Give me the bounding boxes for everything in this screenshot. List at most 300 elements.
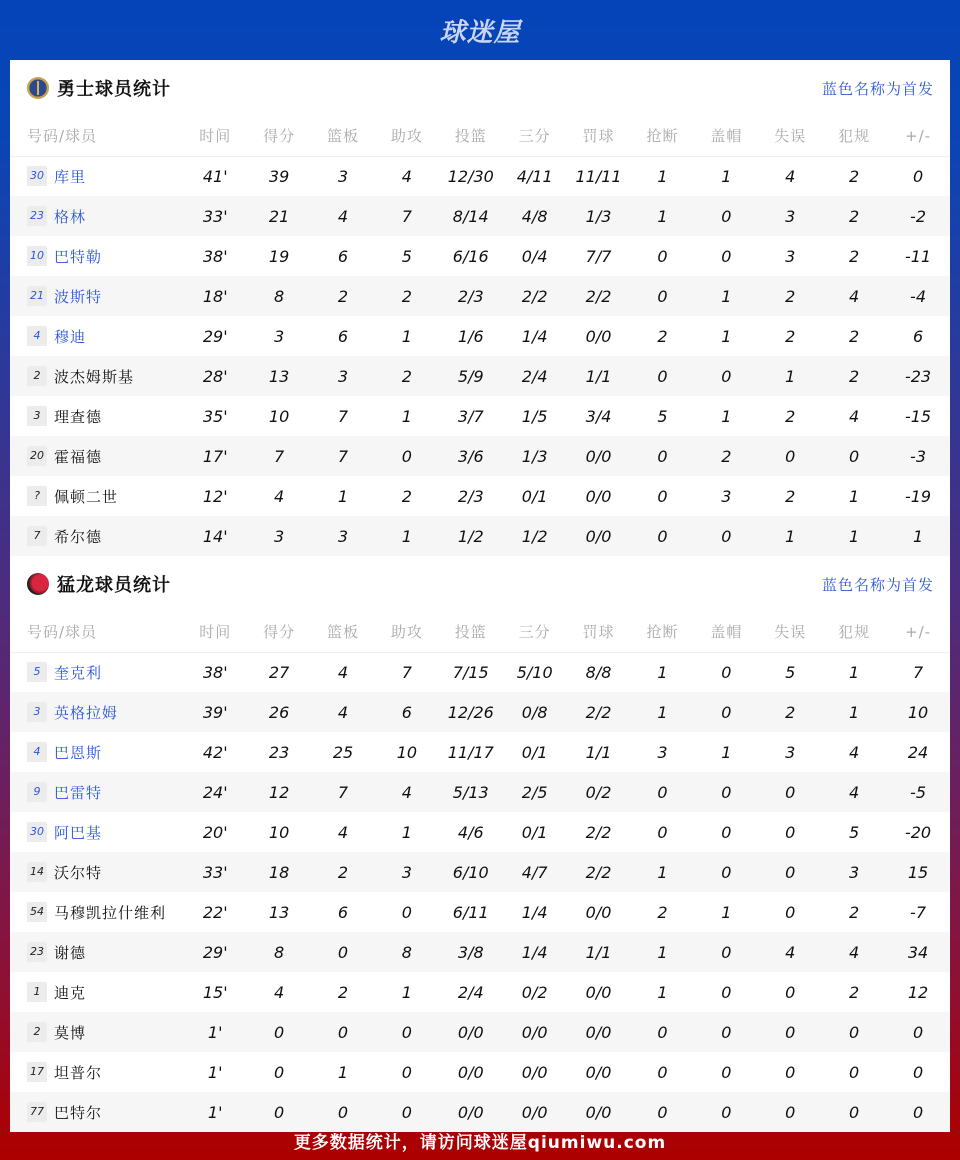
stat-cell: 5 [401, 246, 412, 266]
table-row[interactable] [10, 852, 950, 892]
column-header[interactable]: 失误 [758, 116, 822, 156]
stat-cell: 0 [375, 1092, 439, 1132]
stat-cell: 1 [822, 692, 886, 732]
stat-cell: 24 [907, 742, 929, 762]
stat-cell: -2 [886, 196, 950, 236]
stat-cell: 6 [337, 326, 349, 346]
stat-cell: 4/11 [516, 166, 553, 186]
stat-cell: 0 [694, 196, 758, 236]
table-row[interactable] [10, 972, 950, 1012]
stat-cell: 0 [758, 1012, 822, 1052]
player-name[interactable]: 佩顿二世 [54, 487, 119, 506]
stat-cell: 0 [694, 356, 758, 396]
stats-card [10, 60, 950, 1120]
stat-cell: 4 [822, 276, 886, 316]
stat-cell: 3 [785, 246, 796, 266]
stat-cell: 1/6 [457, 326, 484, 346]
stat-cell: 5 [785, 662, 796, 682]
stat-cell: 12' [202, 486, 228, 506]
stat-cell: 0/8 [503, 692, 567, 732]
stat-cell: 0/0 [585, 486, 612, 506]
player-name[interactable]: 穆迪 [54, 327, 87, 346]
stat-cell: 1/1 [567, 932, 631, 972]
stat-cell: 0 [631, 356, 695, 396]
stat-cell: 0 [758, 1092, 822, 1132]
stat-cell: 4 [822, 772, 886, 812]
stat-cell: 3 [785, 742, 796, 762]
column-header[interactable]: 抢断 [631, 116, 695, 156]
player-cell[interactable] [10, 812, 183, 852]
table-row[interactable] [10, 732, 950, 772]
stat-cell: 4 [337, 662, 349, 682]
stat-cell: 18' [183, 276, 247, 316]
jersey-number-badge: 30 [27, 822, 47, 842]
stat-cell: 6/11 [452, 902, 489, 922]
player-cell[interactable] [10, 476, 183, 516]
player-name[interactable]: 巴恩斯 [54, 743, 103, 762]
player-name[interactable]: 莫博 [54, 1023, 87, 1042]
stat-cell: 0/2 [567, 772, 631, 812]
stat-cell: 2 [694, 436, 758, 476]
player-stats-table [10, 612, 950, 1132]
stat-cell: 1 [657, 662, 668, 682]
player-name[interactable]: 希尔德 [54, 527, 103, 546]
player-name[interactable]: 谢德 [54, 943, 87, 962]
stat-cell: 2 [401, 486, 412, 506]
stat-cell: 0 [694, 1012, 758, 1052]
player-cell[interactable] [10, 1012, 183, 1052]
column-header[interactable]: 失误 [758, 612, 822, 652]
player-name[interactable]: 英格拉姆 [54, 703, 119, 722]
jersey-number-badge: 5 [27, 662, 47, 682]
stat-cell: 2 [758, 276, 822, 316]
jersey-number-badge: 2 [27, 366, 47, 386]
jersey-number-badge: 7 [27, 526, 47, 546]
stat-cell: 4 [758, 932, 822, 972]
table-row[interactable] [10, 396, 950, 436]
stat-cell: 27 [268, 662, 290, 682]
stat-cell: 0 [247, 1092, 311, 1132]
stat-cell: 1 [631, 932, 695, 972]
stat-cell: 1/2 [503, 516, 567, 556]
column-header[interactable]: 时间 [183, 116, 247, 156]
stat-cell: 1 [694, 276, 758, 316]
stat-cell: 8 [375, 932, 439, 972]
stat-cell: 0/0 [457, 1062, 484, 1082]
stat-cell: 25 [332, 742, 354, 762]
stat-cell: 1 [758, 516, 822, 556]
column-header[interactable]: 时间 [183, 612, 247, 652]
stat-cell: 0 [401, 902, 412, 922]
stat-cell: 2 [657, 326, 668, 346]
stat-cell: 7 [311, 436, 375, 476]
stat-cell: 12 [247, 772, 311, 812]
player-name[interactable]: 奎克利 [54, 663, 103, 682]
stat-cell: 39' [183, 692, 247, 732]
stat-cell: 4 [274, 982, 285, 1002]
team-section-0 [10, 60, 950, 556]
stat-cell: 3 [758, 196, 822, 236]
site-logo[interactable]: 球迷屋 [439, 17, 521, 48]
player-cell[interactable] [10, 892, 183, 932]
stat-cell: 8 [247, 932, 311, 972]
stat-cell: 5/9 [439, 356, 503, 396]
column-header[interactable]: 得分 [247, 612, 311, 652]
column-header[interactable]: 三分 [503, 612, 567, 652]
stat-cell: 1' [183, 1012, 247, 1052]
stat-cell: 2 [785, 486, 796, 506]
player-cell[interactable] [10, 932, 183, 972]
stat-cell: 0 [721, 246, 732, 266]
stat-cell: 4 [274, 486, 285, 506]
column-header[interactable]: 犯规 [822, 116, 886, 156]
player-name[interactable]: 坦普尔 [54, 1063, 103, 1082]
stat-cell: 8/14 [439, 196, 503, 236]
stat-cell: 1 [631, 692, 695, 732]
stat-cell: 8 [247, 276, 311, 316]
stat-cell: 3 [311, 516, 375, 556]
player-cell[interactable] [10, 396, 183, 436]
player-name[interactable]: 阿巴基 [54, 823, 103, 842]
stat-cell: 0/0 [567, 516, 631, 556]
stat-cell: 0 [785, 1062, 796, 1082]
table-row[interactable] [10, 316, 950, 356]
stat-cell: 0 [694, 692, 758, 732]
stat-cell: 1/4 [503, 932, 567, 972]
stat-cell: 12/26 [439, 692, 503, 732]
player-name[interactable]: 沃尔特 [54, 863, 103, 882]
stat-cell: 7 [311, 772, 375, 812]
stat-cell: 0/0 [503, 1092, 567, 1132]
starter-legend-note: 蓝色名称为首发 [821, 575, 934, 594]
stat-cell: 1 [721, 326, 732, 346]
stat-cell: 4/6 [457, 822, 484, 842]
player-cell[interactable] [10, 196, 183, 236]
stat-cell: 0 [758, 772, 822, 812]
table-header-row [10, 116, 950, 156]
stat-cell: 2/2 [503, 276, 567, 316]
stat-cell: 3 [311, 356, 375, 396]
player-name[interactable]: 理查德 [54, 407, 103, 426]
stat-cell: 1 [375, 516, 439, 556]
stat-cell: 0/0 [503, 1012, 567, 1052]
stat-cell: 1 [849, 662, 860, 682]
stat-cell: 0/1 [521, 486, 548, 506]
stat-cell: 38' [202, 246, 228, 266]
stat-cell: 0 [785, 902, 796, 922]
team-header [10, 60, 950, 116]
stat-cell: 3 [337, 166, 349, 186]
column-header[interactable]: 罚球 [567, 116, 631, 156]
player-cell[interactable] [10, 692, 183, 732]
stat-cell: 2/2 [567, 852, 631, 892]
stat-cell: 1 [721, 742, 732, 762]
player-cell[interactable] [10, 1052, 183, 1092]
stat-cell: 3/4 [585, 406, 612, 426]
stat-cell: 3/7 [457, 406, 484, 426]
stat-cell: 2/4 [503, 356, 567, 396]
stat-cell: 0 [694, 772, 758, 812]
footer-text: 更多数据统计，请访问球迷屋qiumiwu.com [293, 1132, 667, 1153]
player-cell[interactable] [10, 972, 183, 1012]
stat-cell: 17' [183, 436, 247, 476]
stat-cell: 0 [631, 1012, 695, 1052]
stat-cell: 2/3 [457, 486, 484, 506]
column-header[interactable]: 篮板 [311, 116, 375, 156]
stat-cell: 2 [849, 246, 860, 266]
site-header [0, 0, 960, 60]
player-name[interactable]: 巴特勒 [54, 247, 103, 266]
stat-cell: 11/17 [447, 742, 494, 762]
stat-cell: 7/15 [452, 662, 489, 682]
stat-cell: 3 [274, 326, 285, 346]
stat-cell: 1/3 [503, 436, 567, 476]
table-row[interactable] [10, 476, 950, 516]
stat-cell: 1 [337, 486, 349, 506]
stat-cell: 0 [631, 276, 695, 316]
stat-cell: -4 [886, 276, 950, 316]
table-row[interactable] [10, 932, 950, 972]
stat-cell: 0/0 [521, 1062, 548, 1082]
stat-cell: 0 [822, 1092, 886, 1132]
table-row[interactable] [10, 196, 950, 236]
table-row[interactable] [10, 516, 950, 556]
stat-cell: 0/0 [567, 1092, 631, 1132]
stat-cell: 0 [822, 436, 886, 476]
jersey-number-badge: 20 [27, 446, 47, 466]
stat-cell: 6/16 [452, 246, 489, 266]
team-title: 勇士球员统计 [57, 79, 171, 100]
table-row[interactable] [10, 692, 950, 732]
column-header[interactable]: 投篮 [439, 612, 503, 652]
jersey-number-badge: 21 [27, 286, 47, 306]
player-cell[interactable] [10, 156, 183, 196]
table-row[interactable] [10, 812, 950, 852]
jersey-number-badge: 3 [27, 702, 47, 722]
stat-cell: 1' [207, 1062, 223, 1082]
team-title: 猛龙球员统计 [57, 575, 171, 596]
player-name[interactable]: 巴雷特 [54, 783, 103, 802]
stat-cell: -15 [904, 406, 932, 426]
stat-cell: 42' [202, 742, 228, 762]
column-header[interactable]: 盖帽 [694, 116, 758, 156]
player-name[interactable]: 巴特尔 [54, 1103, 103, 1122]
column-header[interactable]: 罚球 [567, 612, 631, 652]
stat-cell: 3/8 [439, 932, 503, 972]
stat-cell: 6 [337, 246, 349, 266]
player-name[interactable]: 迪克 [54, 983, 87, 1002]
stat-cell: 0 [375, 1012, 439, 1052]
stat-cell: 2/2 [567, 276, 631, 316]
jersey-number-badge: 2 [27, 1022, 47, 1042]
stat-cell: 29' [202, 326, 228, 346]
player-cell[interactable] [10, 772, 183, 812]
stat-cell: 6 [337, 902, 349, 922]
stat-cell: 6 [912, 326, 924, 346]
stat-cell: 33' [183, 852, 247, 892]
table-row[interactable] [10, 1012, 950, 1052]
stat-cell: 1 [849, 486, 860, 506]
stat-cell: 0 [886, 1092, 950, 1132]
footer-banner[interactable] [0, 1120, 960, 1160]
column-header[interactable]: +/- [886, 612, 950, 652]
player-cell[interactable] [10, 276, 183, 316]
table-row[interactable] [10, 772, 950, 812]
player-cell[interactable] [10, 852, 183, 892]
table-row[interactable] [10, 276, 950, 316]
stat-cell: 2/5 [503, 772, 567, 812]
stat-cell: 2 [375, 276, 439, 316]
jersey-number-badge: 4 [27, 742, 47, 762]
column-header[interactable]: 抢断 [631, 612, 695, 652]
stat-cell: 4 [375, 772, 439, 812]
stat-cell: 12 [907, 982, 929, 1002]
team-section-1 [10, 556, 950, 1132]
stat-cell: 0/0 [585, 902, 612, 922]
stat-cell: 0 [657, 246, 668, 266]
stat-cell: 41' [202, 166, 228, 186]
player-name[interactable]: 波斯特 [54, 287, 103, 306]
stat-cell: 24' [183, 772, 247, 812]
stat-cell: 22' [202, 902, 228, 922]
stat-cell: 13 [268, 902, 290, 922]
jersey-number-badge: 54 [27, 902, 47, 922]
jersey-number-badge: ? [27, 486, 47, 506]
table-row[interactable] [10, 436, 950, 476]
stat-cell: 0 [401, 1062, 412, 1082]
stat-cell: 1' [183, 1092, 247, 1132]
stat-cell: 0/0 [439, 1092, 503, 1132]
stat-cell: 0 [311, 1012, 375, 1052]
stat-cell: 0 [849, 1062, 860, 1082]
jersey-number-badge: 30 [27, 166, 47, 186]
stat-cell: 7 [912, 662, 924, 682]
column-header[interactable]: 号码/球员 [10, 612, 183, 652]
stat-cell: -23 [886, 356, 950, 396]
starter-legend-note: 蓝色名称为首发 [821, 79, 934, 98]
stat-cell: 2 [311, 276, 375, 316]
warriors-logo-icon [27, 77, 49, 99]
stat-cell: 1 [401, 822, 412, 842]
player-cell[interactable] [10, 732, 183, 772]
stat-cell: 1/1 [585, 742, 612, 762]
column-header[interactable]: 犯规 [822, 612, 886, 652]
player-cell[interactable] [10, 236, 183, 276]
stat-cell: -20 [904, 822, 932, 842]
table-row[interactable] [10, 892, 950, 932]
stat-cell: 34 [886, 932, 950, 972]
player-name[interactable]: 霍福德 [54, 447, 103, 466]
stat-cell: 2 [822, 356, 886, 396]
stat-cell: 7 [375, 196, 439, 236]
stat-cell: 10 [396, 742, 418, 762]
stat-cell: 0/0 [585, 982, 612, 1002]
stat-cell: 12/30 [447, 166, 494, 186]
stat-cell: 0 [758, 852, 822, 892]
stat-cell: 0 [694, 852, 758, 892]
stat-cell: 7 [337, 406, 349, 426]
stat-cell: -3 [886, 436, 950, 476]
stat-cell: 0 [694, 1092, 758, 1132]
stat-cell: 2/4 [457, 982, 484, 1002]
stat-cell: 2/2 [567, 692, 631, 732]
stat-cell: 28' [183, 356, 247, 396]
stat-cell: 0/1 [521, 742, 548, 762]
stat-cell: 0 [375, 436, 439, 476]
table-row[interactable] [10, 156, 950, 196]
column-header[interactable]: +/- [886, 116, 950, 156]
stat-cell: -5 [886, 772, 950, 812]
player-cell[interactable] [10, 516, 183, 556]
player-cell[interactable] [10, 356, 183, 396]
column-header[interactable]: 投篮 [439, 116, 503, 156]
column-header[interactable]: 助攻 [375, 612, 439, 652]
jersey-number-badge: 10 [27, 246, 47, 266]
stat-cell: 1 [721, 902, 732, 922]
player-name[interactable]: 库里 [54, 167, 87, 186]
team-title-group [27, 571, 171, 597]
stat-cell: 15 [886, 852, 950, 892]
stat-cell: 2 [822, 196, 886, 236]
table-row[interactable] [10, 236, 950, 276]
stat-cell: 0 [758, 436, 822, 476]
stat-cell: 2 [849, 166, 860, 186]
player-name[interactable]: 波杰姆斯基 [54, 367, 135, 386]
stat-cell: 4 [849, 406, 860, 426]
column-header[interactable]: 盖帽 [694, 612, 758, 652]
player-name[interactable]: 格林 [54, 207, 87, 226]
table-row[interactable] [10, 1052, 950, 1092]
jersey-number-badge: 23 [27, 942, 47, 962]
player-cell[interactable] [10, 436, 183, 476]
stat-cell: 35' [202, 406, 228, 426]
stat-cell: 0 [247, 1012, 311, 1052]
stat-cell: 1 [758, 356, 822, 396]
stat-cell: 4 [849, 742, 860, 762]
stat-cell: 5 [657, 406, 668, 426]
column-header[interactable]: 三分 [503, 116, 567, 156]
stat-cell: 21 [247, 196, 311, 236]
stat-cell: 0 [694, 932, 758, 972]
stat-cell: -7 [910, 902, 926, 922]
stat-cell: 3 [822, 852, 886, 892]
stat-cell: 0 [912, 166, 924, 186]
stat-cell: 18 [247, 852, 311, 892]
table-row[interactable] [10, 652, 950, 692]
column-header[interactable]: 助攻 [375, 116, 439, 156]
jersey-number-badge: 23 [27, 206, 47, 226]
table-row[interactable] [10, 356, 950, 396]
column-header[interactable]: 号码/球员 [10, 116, 183, 156]
stat-cell: 3/6 [439, 436, 503, 476]
stat-cell: 1 [337, 1062, 349, 1082]
stat-cell: 0/4 [521, 246, 548, 266]
player-stats-table [10, 116, 950, 556]
stat-cell: 1/3 [567, 196, 631, 236]
column-header[interactable]: 得分 [247, 116, 311, 156]
player-name[interactable]: 马穆凯拉什维利 [54, 903, 167, 922]
jersey-number-badge: 1 [27, 982, 47, 1002]
column-header[interactable]: 篮板 [311, 612, 375, 652]
stat-cell: 1/4 [521, 326, 548, 346]
stat-cell: 0 [886, 1012, 950, 1052]
stat-cell: 0 [785, 822, 796, 842]
stat-cell: 5 [849, 822, 860, 842]
jersey-number-badge: 3 [27, 406, 47, 426]
stat-cell: 2 [849, 326, 860, 346]
player-cell[interactable] [10, 316, 183, 356]
player-cell[interactable] [10, 652, 183, 692]
